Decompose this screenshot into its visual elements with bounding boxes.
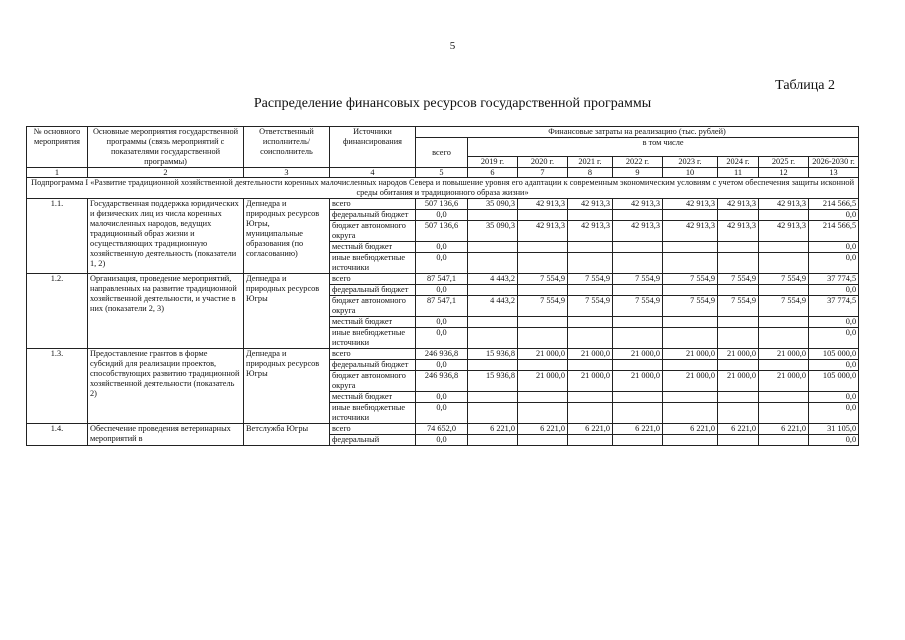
index-cell: 3 bbox=[244, 168, 330, 178]
value-year bbox=[568, 360, 613, 371]
funding-source: всего bbox=[330, 199, 416, 210]
measure-responsible: Депнедра и природных ресурсов Югры bbox=[244, 274, 330, 349]
value-year bbox=[518, 317, 568, 328]
value-year bbox=[759, 317, 809, 328]
value-year bbox=[613, 392, 663, 403]
header-total: всего bbox=[416, 138, 468, 168]
value-year bbox=[718, 360, 759, 371]
value-year bbox=[468, 403, 518, 424]
value-year: 21 000,0 bbox=[518, 371, 568, 392]
value-year bbox=[613, 435, 663, 446]
value-year bbox=[468, 328, 518, 349]
value-total: 246 936,8 bbox=[416, 371, 468, 392]
value-year bbox=[663, 360, 718, 371]
value-year: 0,0 bbox=[809, 328, 859, 349]
header-year: 2019 г. bbox=[468, 157, 518, 168]
value-year bbox=[518, 253, 568, 274]
value-year: 0,0 bbox=[809, 360, 859, 371]
value-year: 21 000,0 bbox=[518, 349, 568, 360]
value-year: 7 554,9 bbox=[613, 274, 663, 285]
funding-source: федеральный бюджет bbox=[330, 210, 416, 221]
value-year: 7 554,9 bbox=[663, 296, 718, 317]
index-cell: 12 bbox=[759, 168, 809, 178]
value-year bbox=[568, 285, 613, 296]
value-year bbox=[468, 360, 518, 371]
value-year bbox=[468, 253, 518, 274]
header-financing: Финансовые затраты на реализацию (тыс. рублей) bbox=[416, 127, 859, 138]
value-year: 21 000,0 bbox=[759, 371, 809, 392]
funding-source: федеральный бюджет bbox=[330, 360, 416, 371]
value-year: 7 554,9 bbox=[759, 274, 809, 285]
value-year bbox=[759, 360, 809, 371]
value-year: 0,0 bbox=[809, 285, 859, 296]
index-cell: 13 bbox=[809, 168, 859, 178]
funding-source: бюджет автономного округа bbox=[330, 221, 416, 242]
funding-source: иные внебюджетные источники bbox=[330, 328, 416, 349]
value-total: 0,0 bbox=[416, 242, 468, 253]
value-year bbox=[613, 285, 663, 296]
value-year: 42 913,3 bbox=[518, 221, 568, 242]
index-cell: 10 bbox=[663, 168, 718, 178]
value-year: 42 913,3 bbox=[568, 199, 613, 210]
value-total: 74 652,0 bbox=[416, 424, 468, 435]
value-year bbox=[759, 403, 809, 424]
value-year bbox=[518, 285, 568, 296]
funding-source: местный бюджет bbox=[330, 317, 416, 328]
value-year: 15 936,8 bbox=[468, 371, 518, 392]
value-total: 0,0 bbox=[416, 210, 468, 221]
value-year: 0,0 bbox=[809, 253, 859, 274]
funding-source: федеральный бюджет bbox=[330, 285, 416, 296]
value-year: 4 443,2 bbox=[468, 274, 518, 285]
subprogram-row bbox=[27, 178, 859, 199]
value-year bbox=[663, 253, 718, 274]
value-year: 0,0 bbox=[809, 403, 859, 424]
value-year bbox=[613, 403, 663, 424]
value-total: 87 547,1 bbox=[416, 274, 468, 285]
value-year bbox=[759, 242, 809, 253]
index-cell: 11 bbox=[718, 168, 759, 178]
value-year bbox=[613, 328, 663, 349]
header-year: 2021 г. bbox=[568, 157, 613, 168]
value-year: 0,0 bbox=[809, 242, 859, 253]
value-year: 6 221,0 bbox=[568, 424, 613, 435]
value-year bbox=[518, 210, 568, 221]
funding-source: всего bbox=[330, 349, 416, 360]
value-total: 0,0 bbox=[416, 403, 468, 424]
value-year bbox=[518, 328, 568, 349]
value-total: 246 936,8 bbox=[416, 349, 468, 360]
value-total: 87 547,1 bbox=[416, 296, 468, 317]
value-year bbox=[518, 392, 568, 403]
header-name: Основные мероприятия государственной программы (связь мероприятий с показателями государственной программы) bbox=[88, 127, 244, 168]
table-row bbox=[27, 424, 859, 435]
value-total: 0,0 bbox=[416, 392, 468, 403]
value-year bbox=[568, 392, 613, 403]
value-year bbox=[568, 328, 613, 349]
header-year: 2026-2030 г. bbox=[809, 157, 859, 168]
value-year: 0,0 bbox=[809, 392, 859, 403]
measure-number: 1.3. bbox=[27, 349, 88, 424]
index-cell: 1 bbox=[27, 168, 88, 178]
index-cell: 5 bbox=[416, 168, 468, 178]
funding-source: всего bbox=[330, 424, 416, 435]
value-year: 6 221,0 bbox=[663, 424, 718, 435]
value-year bbox=[613, 242, 663, 253]
value-year: 105 000,0 bbox=[809, 371, 859, 392]
table-label: Таблица 2 bbox=[775, 78, 835, 93]
value-year: 42 913,3 bbox=[759, 221, 809, 242]
value-year: 31 105,0 bbox=[809, 424, 859, 435]
value-year bbox=[468, 242, 518, 253]
document-title: Распределение финансовых ресурсов государственной программы bbox=[253, 96, 652, 111]
index-cell: 4 bbox=[330, 168, 416, 178]
value-year: 7 554,9 bbox=[759, 296, 809, 317]
measure-responsible: Ветслужба Югры bbox=[244, 424, 330, 446]
funding-source: федеральный bbox=[330, 435, 416, 446]
value-year: 7 554,9 bbox=[663, 274, 718, 285]
value-year: 42 913,3 bbox=[718, 199, 759, 210]
value-year: 4 443,2 bbox=[468, 296, 518, 317]
header-row bbox=[27, 127, 859, 138]
value-year: 7 554,9 bbox=[568, 296, 613, 317]
value-total: 507 136,6 bbox=[416, 199, 468, 210]
value-year bbox=[718, 403, 759, 424]
value-year: 214 566,5 bbox=[809, 221, 859, 242]
value-year bbox=[468, 317, 518, 328]
table-row bbox=[27, 274, 859, 285]
value-year: 21 000,0 bbox=[718, 349, 759, 360]
value-total: 0,0 bbox=[416, 317, 468, 328]
value-year bbox=[718, 242, 759, 253]
value-year bbox=[759, 392, 809, 403]
value-year bbox=[718, 253, 759, 274]
table-row bbox=[27, 349, 859, 360]
value-year: 0,0 bbox=[809, 317, 859, 328]
value-total: 0,0 bbox=[416, 285, 468, 296]
value-year: 15 936,8 bbox=[468, 349, 518, 360]
table-row bbox=[27, 199, 859, 210]
value-year: 21 000,0 bbox=[663, 349, 718, 360]
value-year: 0,0 bbox=[809, 435, 859, 446]
value-year bbox=[613, 210, 663, 221]
header-year: 2023 г. bbox=[663, 157, 718, 168]
value-year bbox=[568, 253, 613, 274]
value-year bbox=[663, 242, 718, 253]
header-year: 2024 г. bbox=[718, 157, 759, 168]
measure-name: Предоставление грантов в форме субсидий для реализации проектов, способствующих развитию традиционной хозяйственной деятельности (показатель 2) bbox=[88, 349, 244, 424]
value-year: 7 554,9 bbox=[718, 296, 759, 317]
page-number: 5 bbox=[449, 40, 456, 52]
value-year bbox=[759, 328, 809, 349]
measure-name: Государственная поддержка юридических и физических лиц из числа коренных малочисленных народов, ведущих традиционный образ жизни и осуществляющих традиционную хозяйственную деятельность (показатели 1, 2) bbox=[88, 199, 244, 274]
value-year: 6 221,0 bbox=[718, 424, 759, 435]
funding-source: бюджет автономного округа bbox=[330, 371, 416, 392]
value-year bbox=[663, 317, 718, 328]
value-year bbox=[718, 435, 759, 446]
value-total: 0,0 bbox=[416, 435, 468, 446]
value-year: 37 774,5 bbox=[809, 296, 859, 317]
header-num: № основного мероприятия bbox=[27, 127, 88, 168]
value-year bbox=[759, 210, 809, 221]
financial-resources-table bbox=[26, 126, 859, 446]
value-year bbox=[613, 360, 663, 371]
value-year: 7 554,9 bbox=[613, 296, 663, 317]
value-year: 21 000,0 bbox=[568, 371, 613, 392]
value-year bbox=[468, 285, 518, 296]
value-year: 42 913,3 bbox=[613, 221, 663, 242]
header-including: в том числе bbox=[468, 138, 859, 157]
value-year bbox=[663, 285, 718, 296]
funding-source: бюджет автономного округа bbox=[330, 296, 416, 317]
index-row bbox=[27, 168, 859, 178]
value-total: 0,0 bbox=[416, 328, 468, 349]
header-responsible: Ответственный исполнитель/ соисполнитель bbox=[244, 127, 330, 168]
measure-number: 1.4. bbox=[27, 424, 88, 446]
value-year: 21 000,0 bbox=[613, 349, 663, 360]
measure-number: 1.2. bbox=[27, 274, 88, 349]
measure-name: Обеспечение проведения ветеринарных мероприятий в bbox=[88, 424, 244, 446]
funding-source: иные внебюджетные источники bbox=[330, 253, 416, 274]
value-year bbox=[718, 392, 759, 403]
value-year: 42 913,3 bbox=[663, 199, 718, 210]
value-year: 35 090,3 bbox=[468, 199, 518, 210]
funding-source: иные внебюджетные источники bbox=[330, 403, 416, 424]
value-year: 37 774,5 bbox=[809, 274, 859, 285]
funding-source: всего bbox=[330, 274, 416, 285]
value-year: 105 000,0 bbox=[809, 349, 859, 360]
measure-number: 1.1. bbox=[27, 199, 88, 274]
index-cell: 2 bbox=[88, 168, 244, 178]
value-year: 21 000,0 bbox=[759, 349, 809, 360]
value-year bbox=[663, 210, 718, 221]
index-cell: 7 bbox=[518, 168, 568, 178]
value-year bbox=[663, 392, 718, 403]
value-year: 21 000,0 bbox=[613, 371, 663, 392]
value-year bbox=[518, 435, 568, 446]
value-total: 507 136,6 bbox=[416, 221, 468, 242]
value-year: 42 913,3 bbox=[613, 199, 663, 210]
value-year: 0,0 bbox=[809, 210, 859, 221]
index-cell: 6 bbox=[468, 168, 518, 178]
value-year bbox=[613, 253, 663, 274]
value-year bbox=[568, 242, 613, 253]
value-year bbox=[759, 253, 809, 274]
value-year: 214 566,5 bbox=[809, 199, 859, 210]
value-year: 21 000,0 bbox=[718, 371, 759, 392]
header-year: 2022 г. bbox=[613, 157, 663, 168]
measure-responsible: Депнедра и природных ресурсов Югры bbox=[244, 349, 330, 424]
value-year bbox=[468, 435, 518, 446]
value-year: 7 554,9 bbox=[718, 274, 759, 285]
value-year: 7 554,9 bbox=[518, 274, 568, 285]
header-source: Источники финансирования bbox=[330, 127, 416, 168]
value-year bbox=[718, 285, 759, 296]
value-year bbox=[759, 435, 809, 446]
value-year: 42 913,3 bbox=[718, 221, 759, 242]
value-year bbox=[663, 435, 718, 446]
value-total: 0,0 bbox=[416, 360, 468, 371]
value-year bbox=[718, 317, 759, 328]
value-year: 42 913,3 bbox=[568, 221, 613, 242]
measure-responsible: Депнедра и природных ресурсов Югры, муниципальные образования (по согласованию) bbox=[244, 199, 330, 274]
index-cell: 9 bbox=[613, 168, 663, 178]
value-year: 42 913,3 bbox=[663, 221, 718, 242]
value-year bbox=[518, 403, 568, 424]
value-year: 6 221,0 bbox=[468, 424, 518, 435]
value-year bbox=[568, 210, 613, 221]
value-year: 6 221,0 bbox=[613, 424, 663, 435]
value-year: 21 000,0 bbox=[663, 371, 718, 392]
value-year: 6 221,0 bbox=[518, 424, 568, 435]
value-year bbox=[518, 242, 568, 253]
value-year: 21 000,0 bbox=[568, 349, 613, 360]
value-year: 35 090,3 bbox=[468, 221, 518, 242]
header-year: 2025 г. bbox=[759, 157, 809, 168]
measure-name: Организация, проведение мероприятий, направленных на развитие традиционной хозяйственной деятельности, и участие в них (показатели 2, 3) bbox=[88, 274, 244, 349]
value-year bbox=[518, 360, 568, 371]
value-year: 7 554,9 bbox=[518, 296, 568, 317]
value-total: 0,0 bbox=[416, 253, 468, 274]
value-year: 42 913,3 bbox=[759, 199, 809, 210]
value-year bbox=[663, 328, 718, 349]
value-year bbox=[613, 317, 663, 328]
index-cell: 8 bbox=[568, 168, 613, 178]
value-year: 42 913,3 bbox=[518, 199, 568, 210]
value-year bbox=[718, 328, 759, 349]
value-year: 6 221,0 bbox=[759, 424, 809, 435]
subprogram-title: Подпрограмма I «Развитие традиционной хозяйственной деятельности коренных малочисленных народов Севера и повышение уровня его адаптации к современным экономическим условиям с учетом обеспечения защиты исконной среды обитания и традиционного образа жизни» bbox=[27, 178, 859, 199]
value-year bbox=[468, 210, 518, 221]
header-year: 2020 г. bbox=[518, 157, 568, 168]
funding-source: местный бюджет bbox=[330, 242, 416, 253]
value-year bbox=[568, 403, 613, 424]
funding-source: местный бюджет bbox=[330, 392, 416, 403]
value-year bbox=[663, 403, 718, 424]
value-year bbox=[468, 392, 518, 403]
value-year bbox=[568, 317, 613, 328]
value-year bbox=[759, 285, 809, 296]
value-year bbox=[718, 210, 759, 221]
value-year: 7 554,9 bbox=[568, 274, 613, 285]
value-year bbox=[568, 435, 613, 446]
